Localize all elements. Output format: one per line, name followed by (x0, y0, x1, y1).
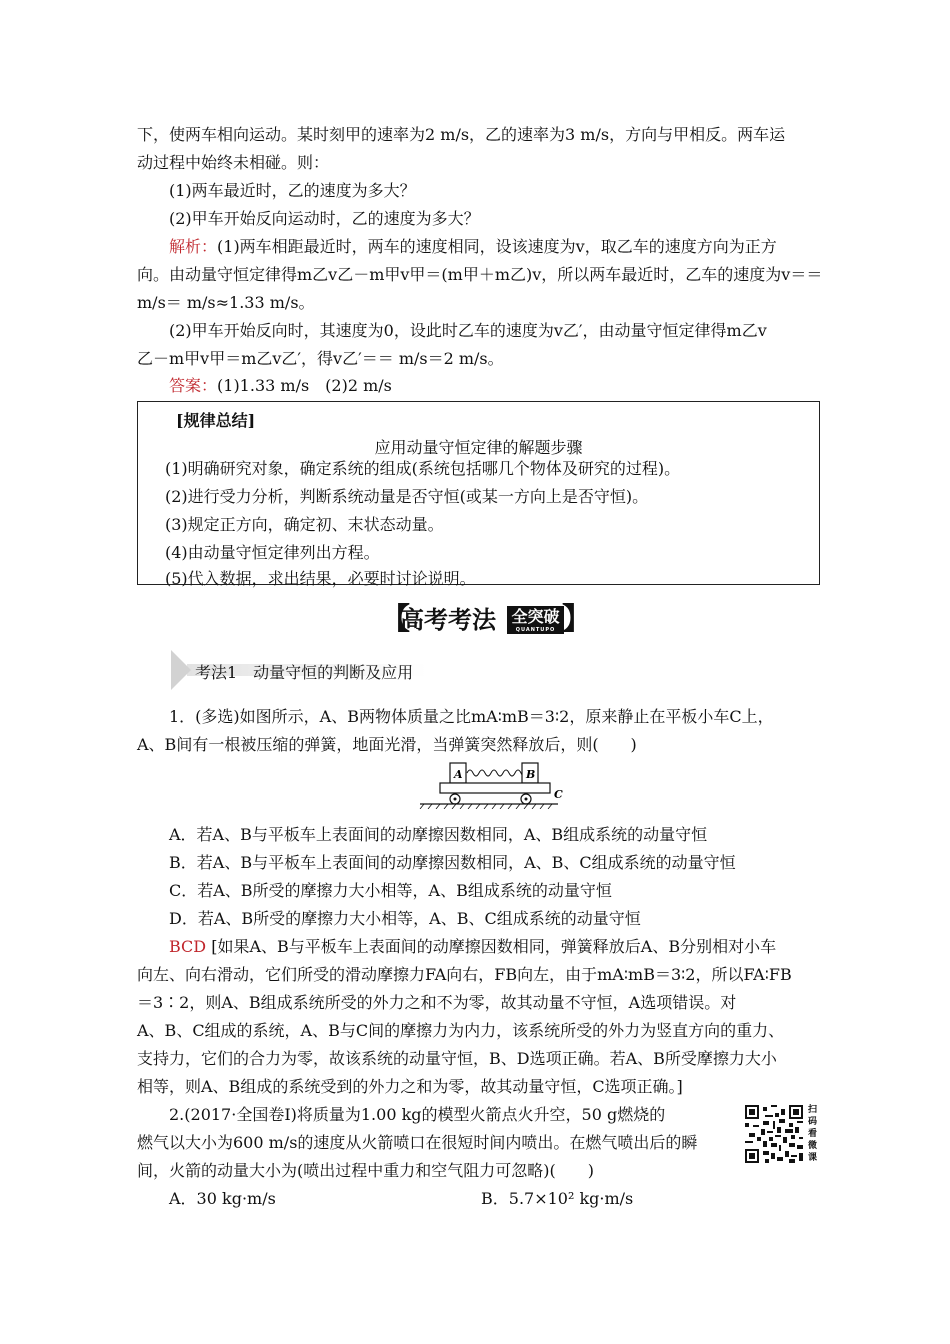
explanation-line (169, 937, 776, 957)
answer-label: 答案： (169, 376, 218, 395)
cart-figure (418, 761, 573, 809)
banner-title: 高考考法 (400, 606, 496, 634)
rule-step: (5)代入数据，求出结果，必要时讨论说明。 (165, 569, 476, 588)
option-a: A．若A、B与平板车上表面间的动摩擦因数相同，A、B组成系统的动量守恒 (169, 825, 708, 844)
analysis-line (169, 237, 777, 257)
question-1-stem: A、B间有一根被压缩的弹簧，地面光滑，当弹簧突然释放后，则( ) (137, 735, 637, 754)
explanation-line: A、B、C组成的系统，A、B与C间的摩擦力为内力，该系统所受的外力为竖直方向的重力、 (137, 1021, 785, 1040)
analysis-line: m/s＝ m/s≈1.33 m/s。 (137, 293, 315, 312)
q2-option-b: B．5.7×10² kg·m/s (481, 1189, 634, 1208)
sub-question-2: (2)甲车开始反向运动时，乙的速度为多大？ (169, 209, 480, 228)
wheel-axle (525, 798, 528, 801)
cart-c (440, 783, 550, 793)
banner-badge (507, 606, 564, 634)
explanation-line: ＝3∶2，则A、B组成系统所受的外力之和不为零，故其动量不守恒，A选项错误。对 (137, 993, 737, 1012)
block-b-label: B (526, 768, 536, 781)
analysis-line: 向。由动量守恒定律得m乙v乙－m甲v甲＝(m甲＋m乙)v，所以两车最近时，乙车的速度为v＝＝ (137, 265, 823, 284)
explanation-text: [如果A、B与平板车上表面间的动摩擦因数相同，弹簧释放后A、B分别相对小车 (211, 937, 777, 956)
triangle-icon (171, 650, 191, 690)
left-bracket: 【 (380, 602, 410, 637)
analysis-line: 乙－m甲v甲＝m乙v乙′，得v乙′＝＝ m/s＝2 m/s。 (137, 349, 504, 368)
sub-question-1: (1)两车最近时，乙的速度为多大？ (169, 181, 416, 200)
qr-caption: 扫码看微课 (808, 1105, 818, 1163)
answer-text: (1)1.33 m/s (2)2 m/s (217, 376, 392, 395)
rule-step: (4)由动量守恒定律列出方程。 (165, 543, 380, 562)
section-banner (380, 603, 590, 637)
explanation-line: 向左、向右滑动，它们所受的滑动摩擦力FA向右，FB向左，由于mA∶mB＝3∶2，所以FA∶FB (137, 965, 792, 984)
cart-c-label: C (554, 788, 563, 801)
option-d: D．若A、B所受的摩擦力大小相等，A、B、C组成系统的动量守恒 (169, 909, 641, 928)
section-heading (171, 650, 471, 690)
wheel-axle (454, 798, 457, 801)
banner-badge-text: 全突破 (511, 607, 560, 626)
question-2-stem: 2.(2017·全国卷Ⅰ)将质量为1.00 kg的模型火箭点火升空，50 g燃烧的 (169, 1105, 666, 1124)
analysis-text: (1)两车相距最近时，两车的速度相同，设该速度为v，取乙车的速度方向为正方 (217, 237, 777, 256)
block-a-label: A (454, 768, 463, 781)
answer-line (169, 376, 392, 396)
explanation-line: 相等，则A、B组成的系统受到的外力之和为零，故其动量守恒，C选项正确。] (137, 1077, 683, 1096)
rule-step: (3)规定正方向，确定初、末状态动量。 (165, 515, 444, 534)
right-bracket: 】 (562, 602, 592, 637)
rule-summary-title: [规律总结] (176, 411, 256, 430)
option-c: C．若A、B所受的摩擦力大小相等，A、B组成系统的动量守恒 (169, 881, 612, 900)
q2-option-a: A．30 kg·m/s (169, 1189, 276, 1208)
question-2-stem: 燃气以大小为600 m/s的速度从火箭喷口在很短时间内喷出。在燃气喷出后的瞬 (137, 1133, 698, 1152)
rule-step: (1)明确研究对象，确定系统的组成(系统包括哪几个物体及研究的过程)。 (165, 459, 681, 478)
rule-summary-box (137, 401, 820, 588)
section-title: 考法1 动量守恒的判断及应用 (195, 663, 414, 682)
text-line: 动过程中始终未相碰。则： (137, 153, 330, 172)
explanation-line: 支持力，它们的合力为零，故该系统的动量守恒，B、D选项正确。若A、B所受摩擦力大小 (137, 1049, 777, 1068)
analysis-line: (2)甲车开始反向时，其速度为0，设此时乙车的速度为v乙′，由动量守恒定律得m乙v (169, 321, 767, 340)
rule-summary-heading: 应用动量守恒定律的解题步骤 (374, 438, 583, 457)
text-line: 下，使两车相向运动。某时刻甲的速率为2 m/s，乙的速率为3 m/s，方向与甲相反。两车运 (137, 125, 786, 144)
analysis-label: 解析： (169, 237, 218, 256)
answer-bcd: BCD (169, 937, 207, 956)
qr-code-icon[interactable] (745, 1105, 803, 1163)
spring (467, 770, 524, 776)
option-b: B．若A、B与平板车上表面间的动摩擦因数相同，A、B、C组成系统的动量守恒 (169, 853, 736, 872)
question-2-stem: 间，火箭的动量大小为(喷出过程中重力和空气阻力可忽略)( ) (137, 1161, 594, 1180)
question-1-stem: 1．(多选)如图所示，A、B两物体质量之比mA∶mB＝3∶2，原来静止在平板小车C上， (169, 707, 774, 726)
ground-hatch (420, 804, 552, 809)
banner-badge-sub: QUANTUPO (515, 627, 556, 633)
rule-step: (2)进行受力分析，判断系统动量是否守恒(或某一方向上是否守恒)。 (165, 487, 649, 506)
